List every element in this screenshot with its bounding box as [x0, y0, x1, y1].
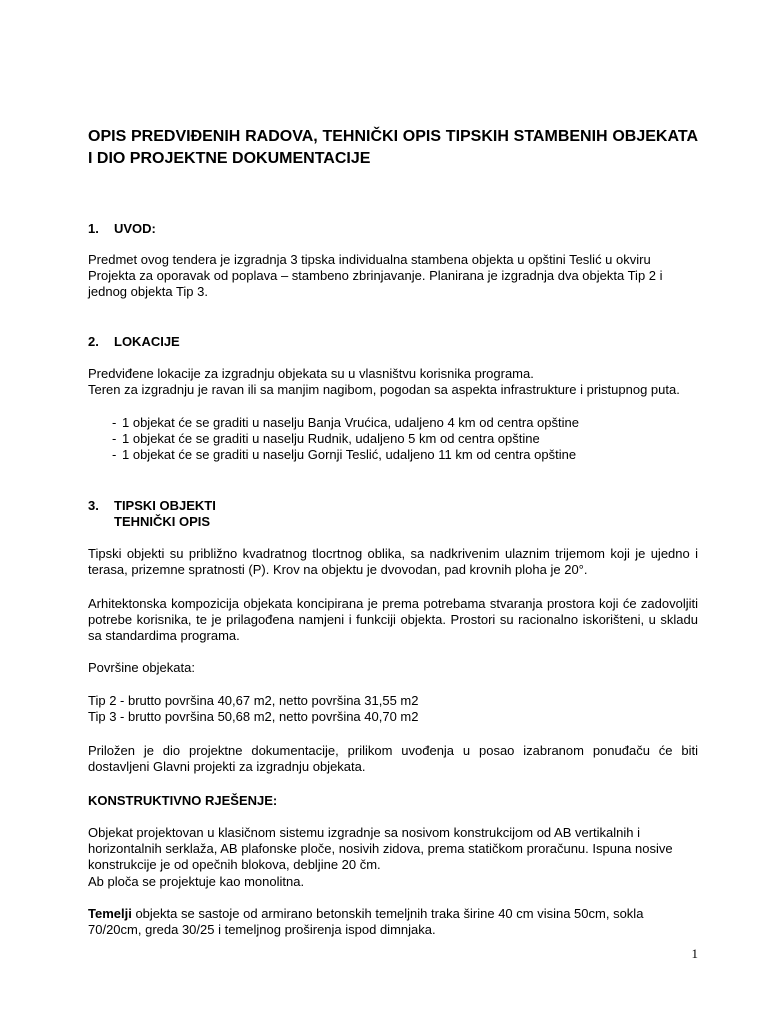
lokacije-paragraph-1: Predviđene lokacije za izgradnju objekata su u vlasništvu korisnika programa.	[88, 366, 534, 381]
tipski-paragraph-2: Arhitektonska kompozicija objekata koncipirana je prema potrebama stvaranja prostora koji će zadovoljiti potrebe korisnika, te je prilagođena namjeni i funkciji objekta. Prostori su racionalno iskorišteni, u skladu sa standardima programa.	[88, 596, 698, 643]
surfaces-label: Površine objekata:	[88, 660, 195, 675]
section-number: 3.	[88, 498, 99, 513]
document-page	[88, 0, 698, 1024]
section-number: 2.	[88, 334, 99, 349]
section-heading-lokacije	[88, 334, 180, 350]
section-subtitle: TEHNIČKI OPIS	[114, 514, 211, 529]
list-item	[88, 415, 698, 431]
tipski-paragraph-3: Priložen je dio projektne dokumentacije, prilikom uvođenja u posao izabranom ponuđaču će biti dostavljeni Glavni projekti za izgradnju objekata.	[88, 743, 698, 774]
section-title: UVOD:	[114, 221, 156, 236]
section-heading-uvod	[88, 221, 156, 237]
construction-paragraph-1: Objekat projektovan u klasičnom sistemu izgradnje sa nosivom konstrukcijom od AB vertikalnih i horizontalnih serklaža, AB plafonske ploče, nosivih zidova, prema statičkom proračunu. Ispuna nosive konstrukcije je od opečnih blokova, debljine 20 čm.	[88, 825, 673, 872]
list-item-text: 1 objekat će se graditi u naselju Banja Vrućica, udaljeno 4 km od centra opštine	[122, 415, 579, 430]
construction-paragraph-2: Ab ploča se projektuje kao monolitna.	[88, 874, 305, 889]
surface-tip-2: Tip 2 - brutto površina 40,67 m2, netto površina 31,55 m2	[88, 693, 419, 708]
section-number: 1.	[88, 221, 99, 236]
list-bullet: -	[112, 415, 117, 430]
list-item-text: 1 objekat će se graditi u naselju Rudnik, udaljeno 5 km od centra opštine	[122, 431, 540, 446]
location-list	[88, 415, 698, 463]
page-number: 1	[691, 946, 698, 961]
construction-heading: KONSTRUKTIVNO RJEŠENJE:	[88, 793, 278, 808]
document-title: OPIS PREDVIĐENIH RADOVA, TEHNIČKI OPIS TIPSKIH STAMBENIH OBJEKATA I DIO PROJEKTNE DOKUMENTACIJE	[88, 128, 698, 167]
list-item	[88, 447, 698, 463]
section-title: LOKACIJE	[114, 334, 180, 349]
list-item	[88, 431, 698, 447]
surface-tip-3: Tip 3 - brutto površina 50,68 m2, netto površina 40,70 m2	[88, 709, 419, 724]
foundations-paragraph	[88, 906, 684, 938]
foundations-label: Temelji	[88, 906, 132, 921]
list-item-text: 1 objekat će se graditi u naselju Gornji Teslić, udaljeno 11 km od centra opštine	[122, 447, 577, 462]
section-heading-tipski-objekti	[88, 498, 216, 530]
lokacije-paragraph-2: Teren za izgradnju je ravan ili sa manjim nagibom, pogodan sa aspekta infrastrukture i pristupnog puta.	[88, 382, 680, 397]
list-bullet: -	[112, 447, 117, 462]
tipski-paragraph-1: Tipski objekti su približno kvadratnog tlocrtnog oblika, sa nadkrivenim ulaznim trijemom koji je ujedno i terasa, prizemne spratnosti (P). Krov na objektu je dvovodan, pad krovnih ploha je 20°.	[88, 546, 698, 577]
foundations-text: objekta se sastoje od armirano betonskih temeljnih traka širine 40 cm visina 50cm, sokla 70/20cm, greda 30/25 i temeljnog proširenja ispod dimnjaka.	[88, 906, 644, 937]
section-uvod-paragraph: Predmet ovog tendera je izgradnja 3 tipska individualna stambena objekta u opštini Teslić u okviru Projekta za oporavak od poplava – stambeno zbrinjavanje. Planirana je izgradnja dva objekta Tip 2 i jednog objekta Tip 3.	[88, 252, 663, 299]
list-bullet: -	[112, 431, 117, 446]
section-title: TIPSKI OBJEKTI	[114, 498, 216, 513]
